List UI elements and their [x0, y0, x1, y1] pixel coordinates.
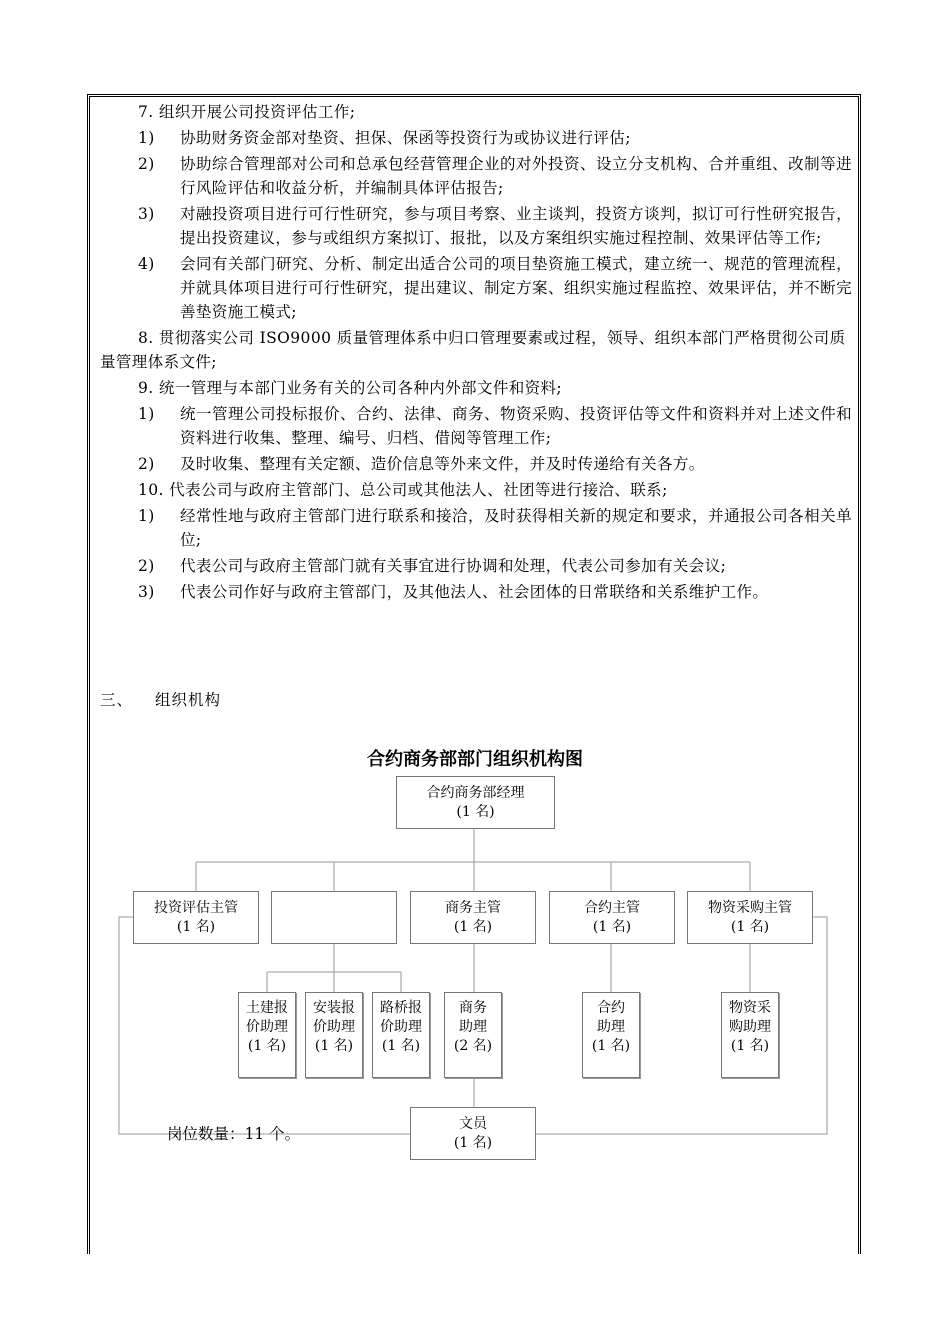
assistant-title-line2: 助理 [597, 1019, 625, 1035]
clerk-title: 文员 [459, 1115, 487, 1132]
assistant-title-line1: 合约 [597, 1000, 625, 1016]
item-number: 4) [138, 255, 155, 273]
supervisor-title: 合约主管 [584, 899, 640, 916]
assistant-title-line1: 安装报 [313, 1000, 355, 1016]
assistant-count: (1 名) [730, 1038, 770, 1054]
supervisor-business-box [410, 891, 536, 944]
item-text: 协助综合管理部对公司和总承包经营管理企业的对外投资、设立分支机构、合并重组、改制等进行风险评估和收益分析，并编制具体评估报告; [180, 155, 852, 197]
org-chart-title: 合约商务部部门组织机构图 [367, 749, 583, 770]
assistant-install-box [305, 992, 363, 1078]
supervisor-contract-box [549, 891, 675, 944]
assistant-civil-box [238, 992, 296, 1078]
assistant-title-line1: 土建报 [246, 1000, 288, 1016]
supervisor-title: 投资评估主管 [154, 899, 238, 916]
assistant-contract-box [582, 992, 640, 1078]
item-text: 及时收集、整理有关定额、造价信息等外来文件，并及时传递给有关各方。 [180, 455, 705, 473]
manager-count: (1 名) [456, 803, 495, 820]
section-title: 组织机构 [155, 691, 222, 709]
assistant-title-line2: 价助理 [246, 1019, 288, 1035]
assistant-business-box [444, 992, 502, 1078]
duty-7: 7. 组织开展公司投资评估工作; [138, 103, 356, 121]
item-text: 统一管理公司投标报价、合约、法律、商务、物资采购、投资评估等文件和资料并对上述文件和资料进行收集、整理、编号、归档、借阅等管理工作; [180, 405, 852, 447]
supervisor-title: 商务主管 [445, 899, 501, 916]
assistant-title-line1: 物资采 [729, 1000, 771, 1016]
assistant-procurement-box [721, 992, 779, 1078]
supervisor-count: (1 名) [176, 918, 216, 935]
supervisor-blank-box [271, 891, 397, 944]
assistant-count: (1 名) [591, 1038, 631, 1054]
item-text: 协助财务资金部对垫资、担保、保函等投资行为或协议进行评估; [180, 129, 631, 147]
duty-10: 10. 代表公司与政府主管部门、总公司或其他法人、社团等进行接洽、联系; [138, 481, 668, 499]
manager-title: 合约商务部经理 [426, 784, 525, 801]
item-text: 代表公司作好与政府主管部门，及其他法人、社会团体的日常联络和关系维护工作。 [180, 583, 769, 601]
item-text: 对融投资项目进行可行性研究，参与项目考察、业主谈判，投资方谈判，拟订可行性研究报告，提出投资建议，参与或组织方案拟订、报批，以及方案组织实施过程控制、效果评估等工作; [180, 205, 852, 247]
assistant-title-line1: 商务 [459, 1000, 487, 1016]
clerk-box [410, 1107, 536, 1160]
item-number: 3) [138, 583, 155, 601]
assistant-count: (2 名) [453, 1038, 493, 1054]
item-number: 1) [138, 129, 155, 147]
assistant-title-line1: 路桥报 [380, 1000, 422, 1016]
assistant-title-line2: 助理 [459, 1019, 487, 1035]
clerk-count: (1 名) [453, 1134, 493, 1151]
item-text: 经常性地与政府主管部门进行联系和接洽，及时获得相关新的规定和要求，并通报公司各相关单位; [180, 507, 852, 549]
item-number: 2) [138, 455, 155, 473]
section-index: 三、 [100, 691, 134, 709]
supervisor-count: (1 名) [453, 918, 493, 935]
supervisor-count: (1 名) [592, 918, 632, 935]
item-number: 3) [138, 205, 155, 223]
duty-9: 9. 统一管理与本部门业务有关的公司各种内外部文件和资料; [138, 379, 563, 397]
item-text: 会同有关部门研究、分析、制定出适合公司的项目垫资施工模式，建立统一、规范的管理流程，并就具体项目进行可行性研究，提出建议、制定方案、组织实施过程监控、效果评估，并不断完善垫资施工模式; [180, 255, 852, 321]
supervisor-title: 物资采购主管 [708, 899, 792, 916]
item-number: 1) [138, 405, 155, 423]
manager-box [396, 776, 555, 829]
assistant-count: (1 名) [381, 1038, 421, 1054]
item-number: 1) [138, 507, 155, 525]
supervisor-procurement-box [687, 891, 813, 944]
duty-8: 8. 贯彻落实公司 ISO9000 质量管理体系中归口管理要素或过程，领导、组织本部门严格贯彻公司质量管理体系文件; [100, 329, 846, 371]
item-text: 代表公司与政府主管部门就有关事宜进行协调和处理，代表公司参加有关会议; [180, 557, 727, 575]
supervisor-investment-box [133, 891, 259, 944]
assistant-count: (1 名) [314, 1038, 354, 1054]
assistant-road-bridge-box [372, 992, 430, 1078]
assistant-title-line2: 购助理 [729, 1019, 771, 1035]
connector-line [535, 917, 827, 1134]
supervisor-count: (1 名) [730, 918, 770, 935]
position-count: 岗位数量：11 个。 [167, 1125, 301, 1143]
item-number: 2) [138, 155, 155, 173]
assistant-title-line2: 价助理 [380, 1019, 422, 1035]
item-number: 2) [138, 557, 155, 575]
assistant-count: (1 名) [247, 1038, 287, 1054]
assistant-title-line2: 价助理 [313, 1019, 355, 1035]
